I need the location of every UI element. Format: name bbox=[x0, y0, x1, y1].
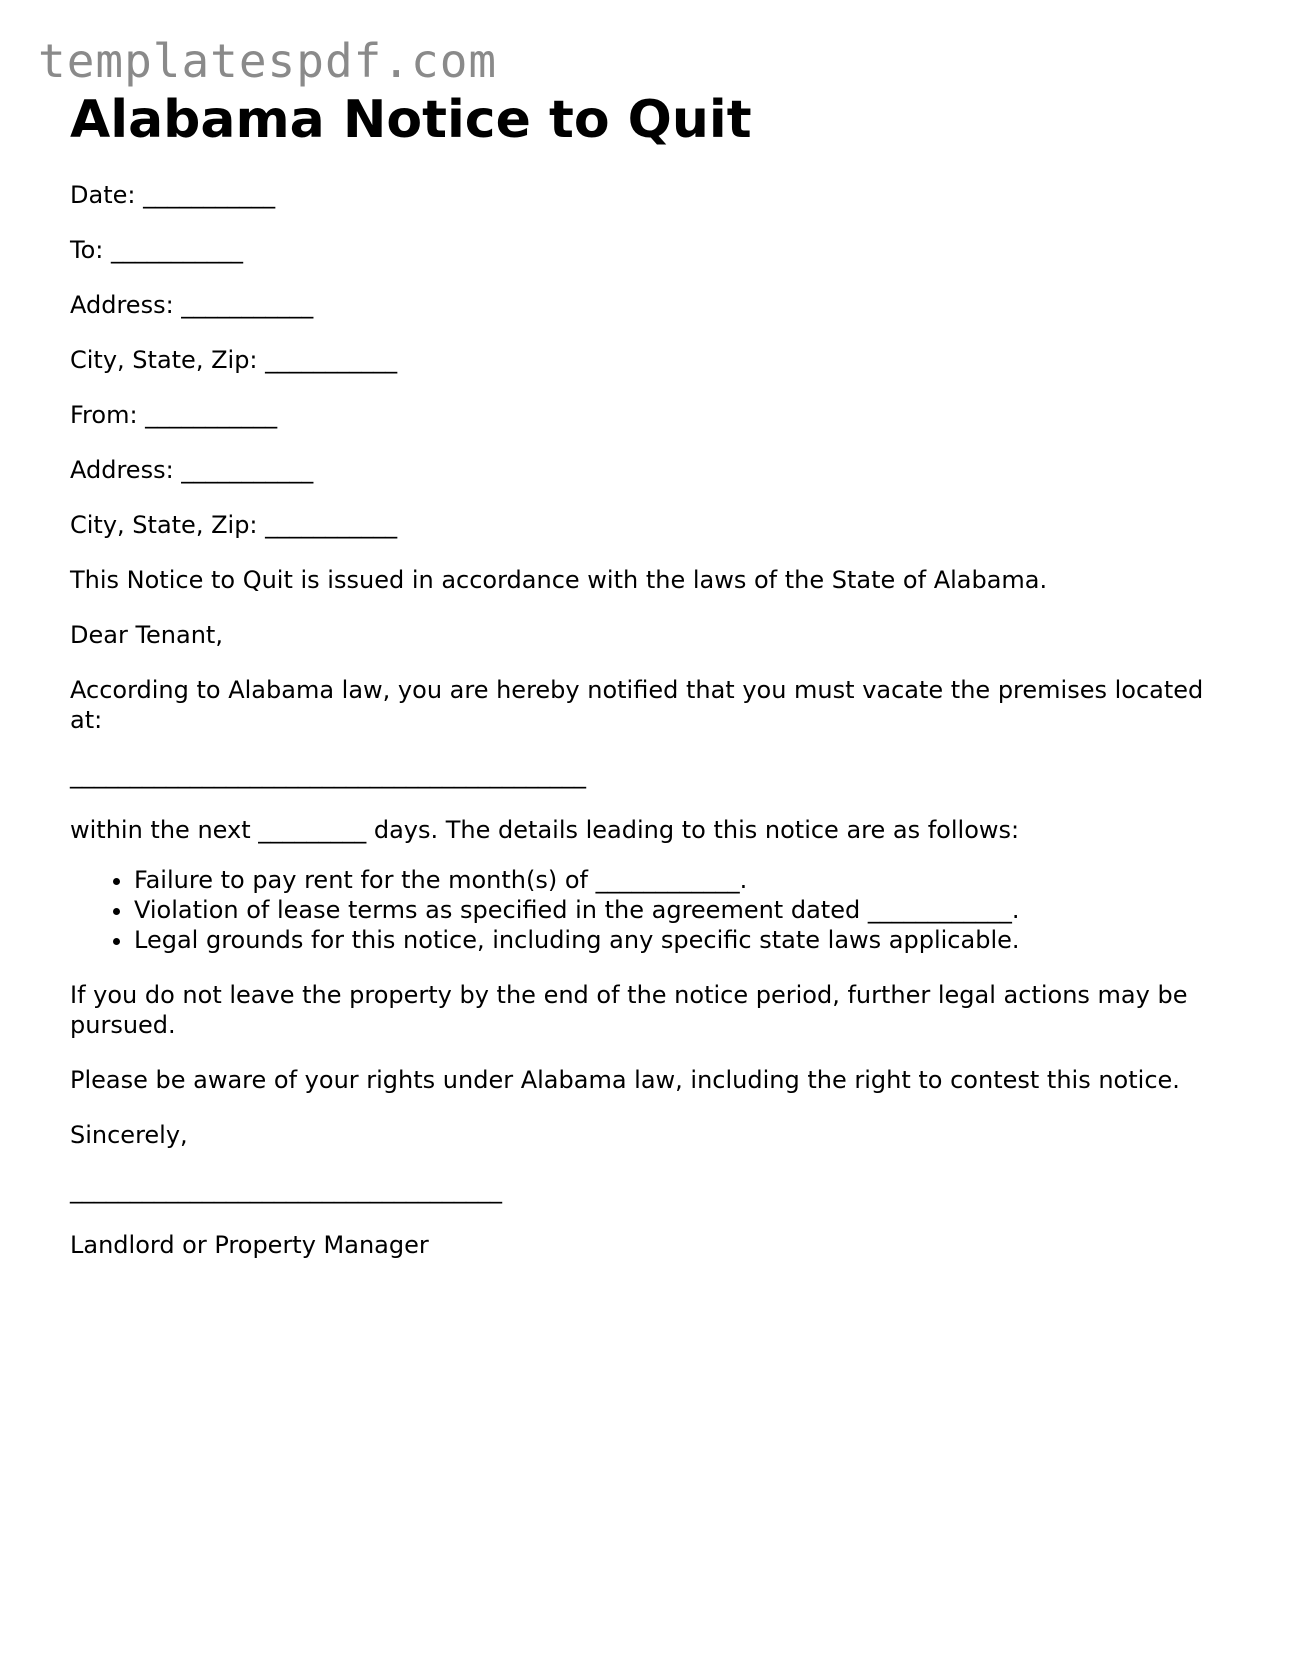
date-field: Date: ___________ bbox=[70, 181, 276, 209]
to-field: To: ___________ bbox=[70, 236, 243, 264]
warning-paragraph: If you do not leave the property by the end of the notice period, further legal actions may be pursued. bbox=[70, 981, 1188, 1039]
intro-paragraph: This Notice to Quit is issued in accordance with the laws of the State of Alabama. bbox=[70, 566, 1048, 594]
notice-paragraph: According to Alabama law, you are hereby notified that you must vacate the premises located at: bbox=[70, 676, 1204, 734]
from-city-state-zip-field: City, State, Zip: ___________ bbox=[70, 511, 398, 539]
signer-title: Landlord or Property Manager bbox=[70, 1231, 429, 1259]
within-paragraph: within the next _________ days. The details leading to this notice are as follows: bbox=[70, 816, 1020, 844]
to-city-state-zip-field: City, State, Zip: ___________ bbox=[70, 346, 398, 374]
salutation: Dear Tenant, bbox=[70, 621, 223, 649]
document-page bbox=[70, 86, 1220, 1285]
closing-sincerely: Sincerely, bbox=[70, 1121, 188, 1149]
reasons-list bbox=[70, 865, 1220, 955]
list-item: • Violation of lease terms as specified in the agreement dated ____________. bbox=[134, 895, 1220, 925]
rights-paragraph: Please be aware of your rights under Alabama law, including the right to contest this notice. bbox=[70, 1066, 1180, 1094]
page-title: Alabama Notice to Quit bbox=[70, 90, 752, 150]
from-field: From: ___________ bbox=[70, 401, 278, 429]
signature-line: ____________________________________ bbox=[70, 1176, 502, 1204]
to-address-field: Address: ___________ bbox=[70, 291, 314, 319]
premises-line: ___________________________________________ bbox=[70, 761, 586, 789]
list-item: • Legal grounds for this notice, including any specific state laws applicable. bbox=[134, 925, 1220, 955]
list-item: • Failure to pay rent for the month(s) of ____________. bbox=[134, 865, 1220, 895]
from-address-field: Address: ___________ bbox=[70, 456, 314, 484]
watermark: templatespdf.com bbox=[38, 34, 498, 88]
